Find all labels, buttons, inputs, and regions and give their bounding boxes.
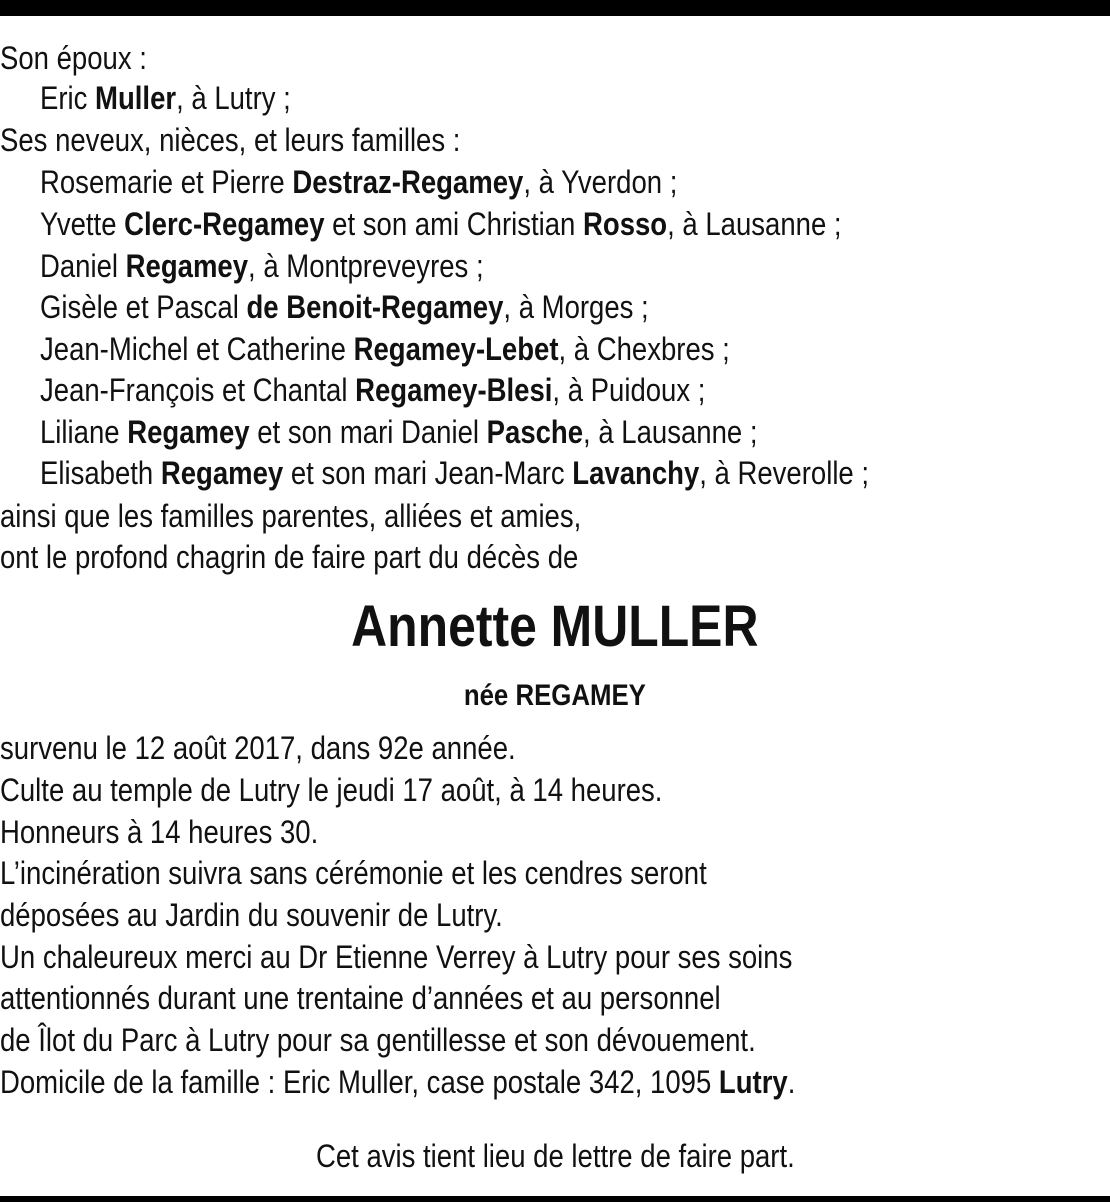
- closing-family-line: ont le profond chagrin de faire part du décès de: [0, 539, 579, 575]
- spouse-heading: [0, 38, 171, 78]
- closing-family-line: ainsi que les familles parentes, alliées et amies,: [0, 498, 582, 534]
- domicile-line: Domicile de la famille : Eric Muller, case postale 342, 1095 Lutry.: [0, 1064, 796, 1100]
- relative-line: Gisèle et Pascal de Benoit-Regamey, à Morges ;: [40, 289, 649, 325]
- footer-note-text: Cet avis tient lieu de lettre de faire part.: [315, 1138, 795, 1174]
- detail-line: Culte au temple de Lutry le jeudi 17 août, à 14 heures.: [0, 772, 663, 808]
- detail-line: attentionnés durant une trentaine d’années et au personnel: [0, 980, 721, 1016]
- relative-line: Yvette Clerc-Regamey et son ami Christian Rosso, à Lausanne ;: [40, 206, 842, 242]
- domicile-town: Lutry: [718, 1064, 788, 1100]
- spouse-line: [40, 78, 332, 118]
- relative-line: Daniel Regamey, à Montpreveyres ;: [40, 248, 484, 284]
- detail-line: de Îlot du Parc à Lutry pour sa gentillesse et son dévouement.: [0, 1022, 756, 1058]
- footer-note: [0, 1136, 1110, 1176]
- spouse-location: , à Lutry ;: [176, 80, 291, 116]
- domicile-address: Domicile de la famille : Eric Muller, case postale 342, 1095: [0, 1064, 719, 1100]
- top-border-rule: [0, 0, 1110, 16]
- spouse-surname: Muller: [95, 80, 177, 116]
- deceased-maiden-name-text: née REGAMEY: [463, 679, 647, 712]
- relative-line: Jean-François et Chantal Regamey-Blesi, à Puidoux ;: [40, 372, 706, 408]
- relatives-heading-text: Ses neveux, nièces, et leurs familles :: [0, 122, 461, 158]
- deceased-name-text: Annette MULLER: [351, 594, 759, 659]
- detail-line: Un chaleureux merci au Dr Etienne Verrey à Lutry pour ses soins: [0, 939, 793, 975]
- detail-line: survenu le 12 août 2017, dans 92e année.: [0, 730, 516, 766]
- bottom-border-rule: [0, 1196, 1110, 1202]
- relative-line: Rosemarie et Pierre Destraz-Regamey, à Yverdon ;: [40, 164, 678, 200]
- relative-line: Liliane Regamey et son mari Daniel Pasche, à Lausanne ;: [40, 414, 758, 450]
- relative-line: Jean-Michel et Catherine Regamey-Lebet, à Chexbres ;: [40, 331, 730, 367]
- spouse-first-name: Eric: [40, 80, 96, 116]
- detail-line: déposées au Jardin du souvenir de Lutry.: [0, 897, 503, 933]
- deceased-name: [0, 592, 1110, 662]
- relative-line: Elisabeth Regamey et son mari Jean-Marc Lavanchy, à Reverolle ;: [40, 455, 870, 491]
- spouse-heading-text: Son époux :: [0, 40, 147, 76]
- relatives-heading: [0, 120, 535, 160]
- deceased-maiden-name: [0, 676, 1110, 716]
- detail-line: L’incinération suivra sans cérémonie et les cendres seront: [0, 855, 707, 891]
- detail-line: Honneurs à 14 heures 30.: [0, 814, 319, 850]
